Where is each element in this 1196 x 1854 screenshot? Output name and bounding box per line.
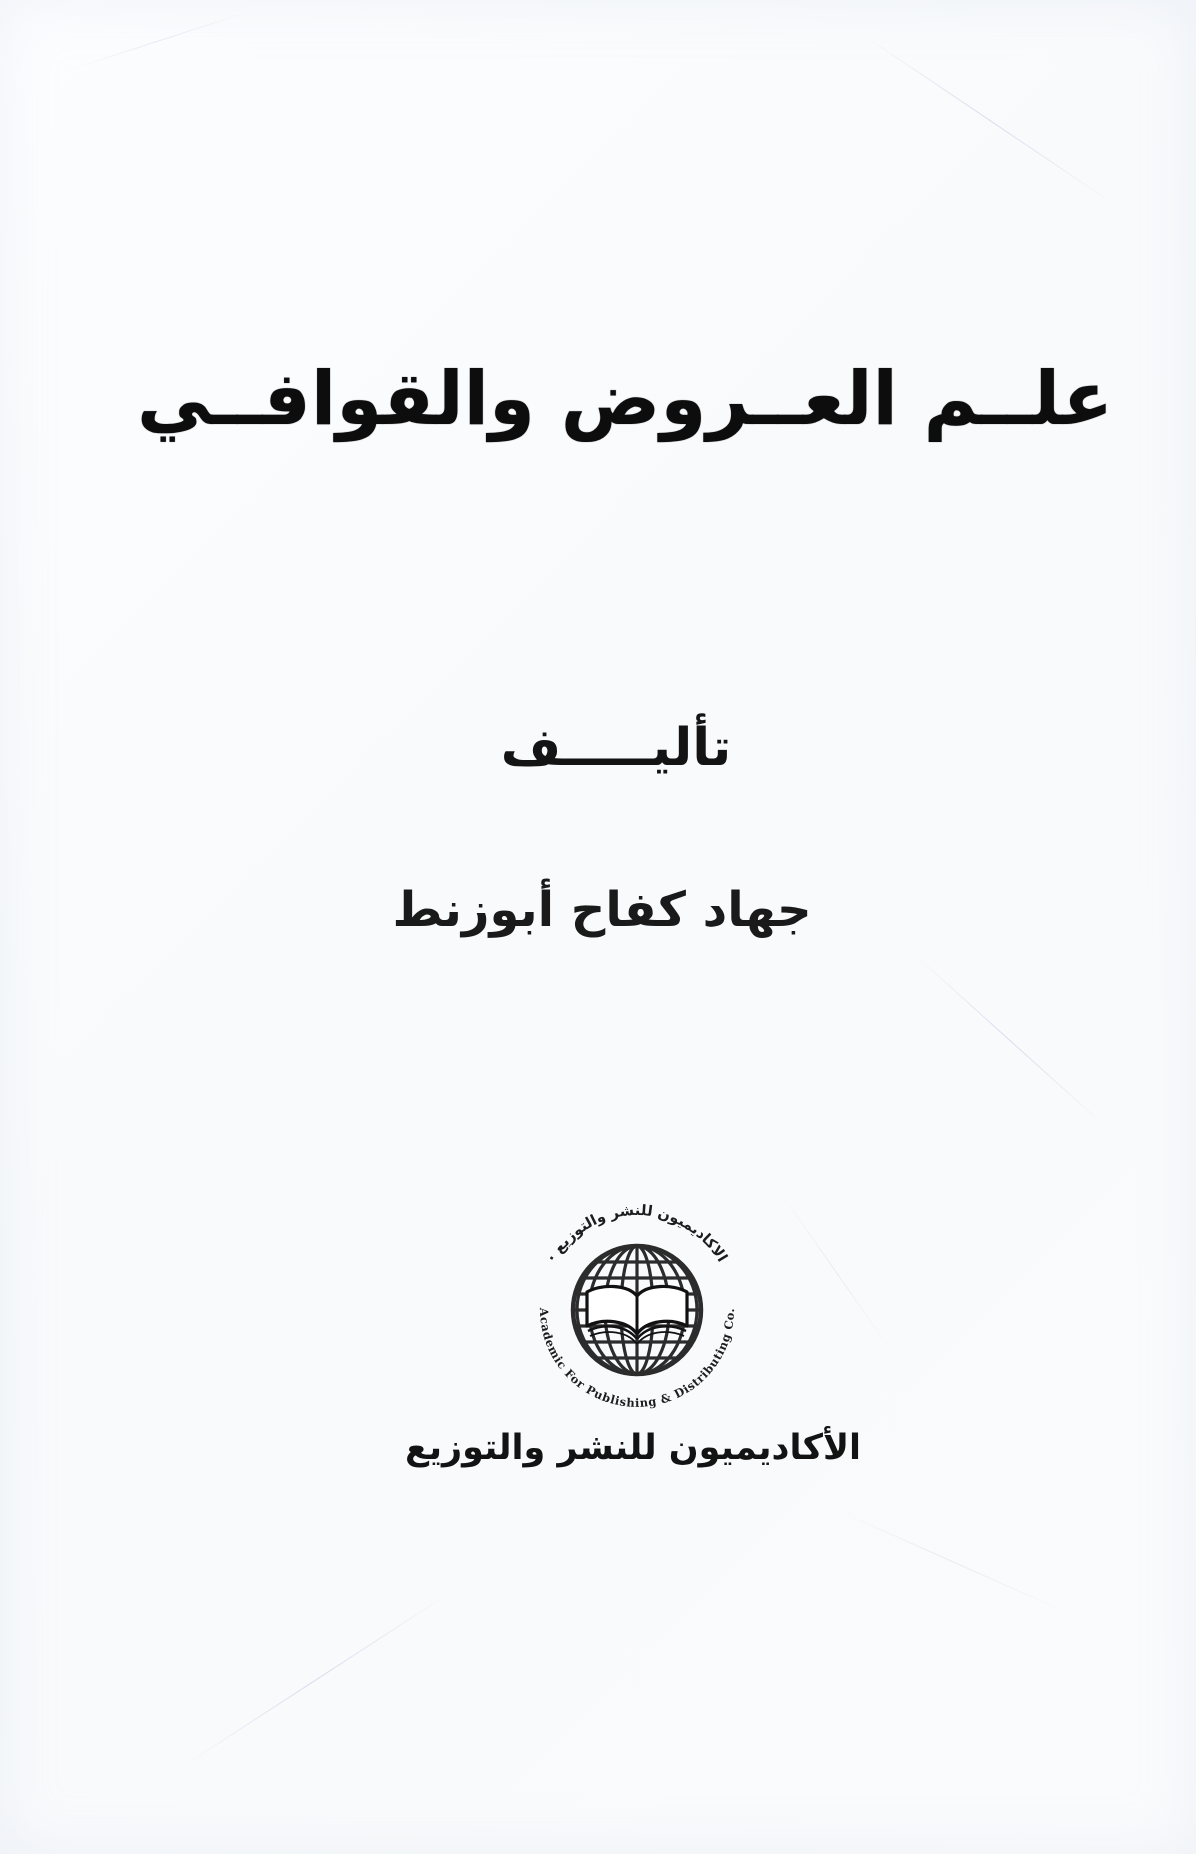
publisher-logo — [527, 1192, 747, 1412]
paper-crease-artifact — [774, 1184, 895, 1357]
paper-crease-artifact — [831, 1507, 1069, 1614]
author-name: جهاد كفاح أبوزنط — [392, 882, 812, 938]
paper-crease-artifact — [865, 36, 1114, 205]
book-title: علــم العــروض والقوافــي — [136, 356, 1114, 442]
logo-english-arc-text: Academic For Publishing & Distributing Co. — [536, 1307, 738, 1410]
logo-arabic-arc-text: · الاكاديميون للنشر والتوزيع — [544, 1202, 730, 1266]
paper-crease-artifact — [65, 9, 256, 72]
paper-crease-artifact — [176, 1590, 453, 1771]
open-book-icon — [587, 1286, 687, 1344]
publisher-name: الأكاديميون للنشر والتوزيع — [404, 1428, 862, 1468]
byline-label: تأليـــــف — [500, 718, 732, 778]
paper-crease-artifact — [913, 953, 1107, 1128]
